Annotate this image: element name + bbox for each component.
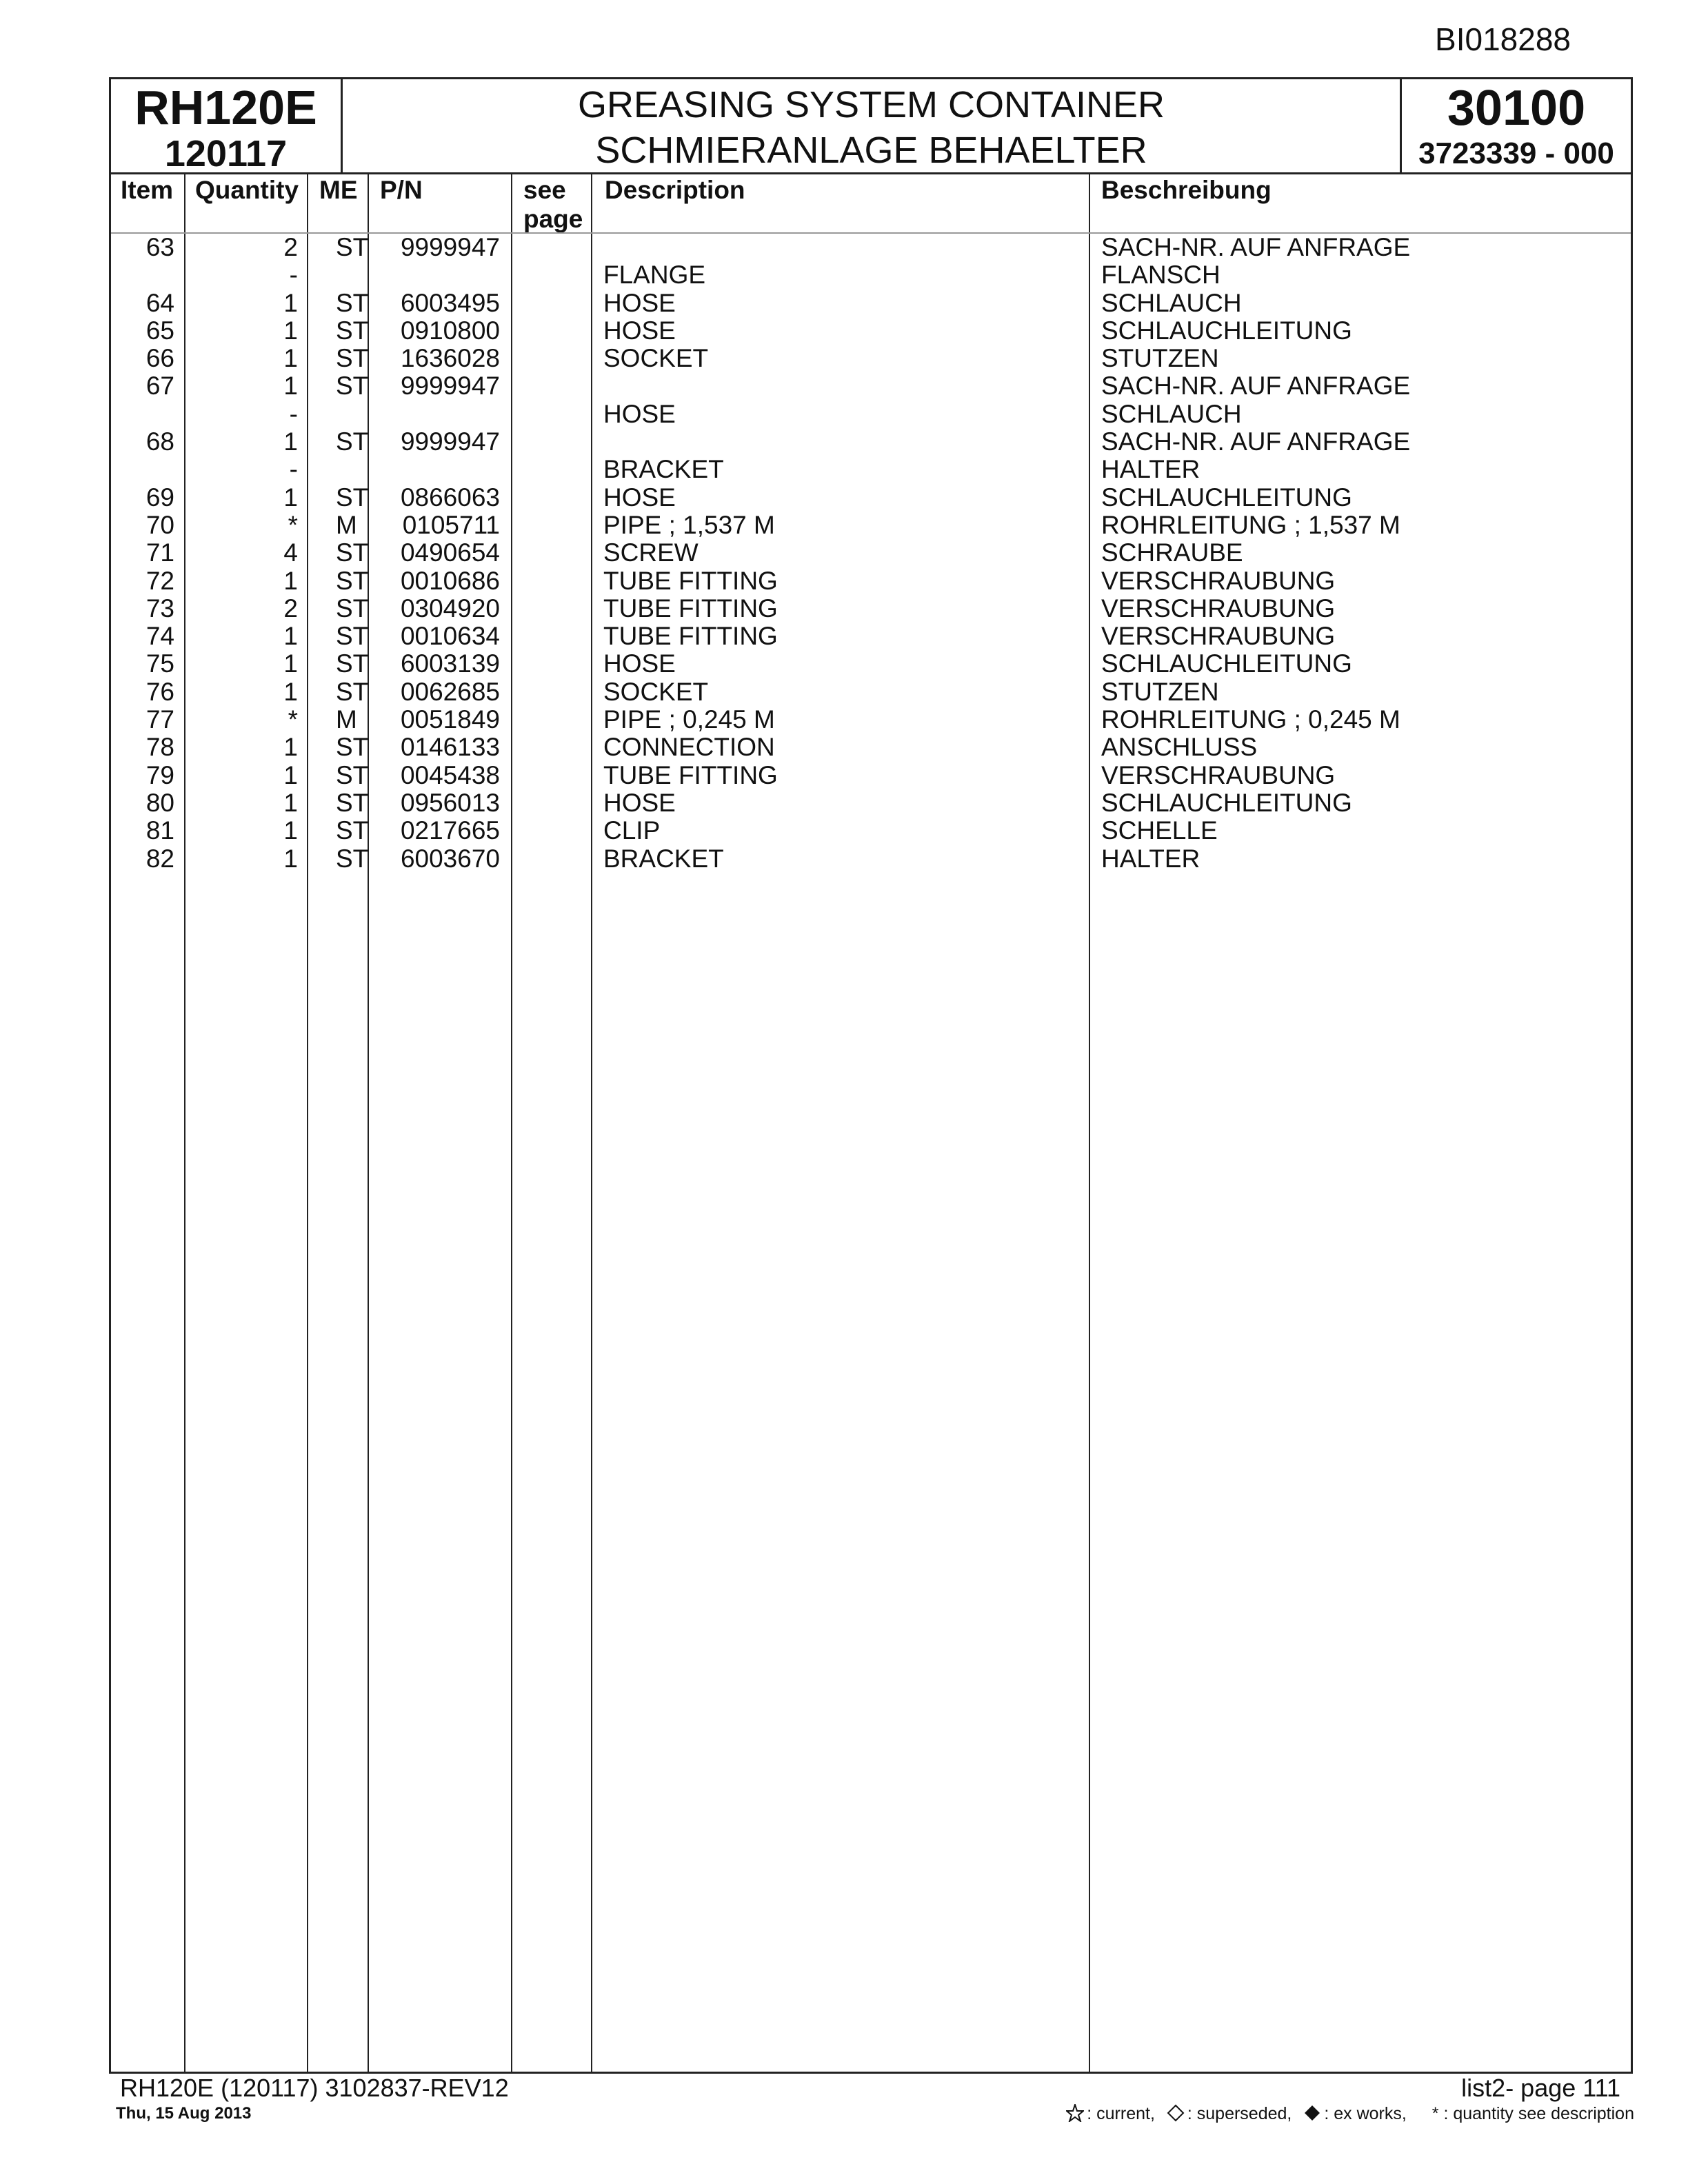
- cell-part-number: 0010686: [400, 566, 500, 595]
- column-header-quantity: Quantity: [195, 176, 299, 204]
- title-german: SCHMIERANLAGE BEHAELTER: [595, 130, 1147, 171]
- cell-me: ST: [336, 733, 369, 762]
- table-row: [111, 845, 1631, 873]
- cell-beschreibung: SACH-NR. AUF ANFRAGE: [1101, 233, 1411, 261]
- cell-description: PIPE ; 0,245 M: [603, 705, 775, 734]
- cell-beschreibung: ROHRLEITUNG ; 0,245 M: [1101, 705, 1400, 734]
- cell-item: 79: [145, 760, 174, 789]
- cell-description: SOCKET: [603, 344, 709, 373]
- cell-item: 70: [145, 510, 174, 539]
- table-row: [111, 401, 1631, 428]
- cell-quantity: 1: [283, 372, 298, 401]
- table-row: [111, 539, 1631, 567]
- cell-part-number: 0062685: [400, 677, 500, 706]
- cell-quantity: 1: [283, 733, 298, 762]
- column-header-item: Item: [121, 176, 174, 204]
- table-row: [111, 456, 1631, 483]
- cell-me: ST: [336, 483, 369, 512]
- column-header-me: ME: [319, 176, 358, 204]
- table-row: [111, 817, 1631, 845]
- cell-item: 65: [145, 316, 174, 345]
- group-code: 3723339 - 000: [1418, 136, 1614, 170]
- column-header-see-page: see page: [523, 176, 583, 233]
- cell-me: ST: [336, 760, 369, 789]
- cell-item: 81: [145, 816, 174, 845]
- cell-description: TUBE FITTING: [603, 760, 778, 789]
- cell-description: HOSE: [603, 649, 676, 678]
- cell-beschreibung: VERSCHRAUBUNG: [1101, 566, 1336, 595]
- cell-me: ST: [336, 427, 369, 456]
- cell-item: 68: [145, 427, 174, 456]
- cell-me: ST: [336, 566, 369, 595]
- cell-me: ST: [336, 649, 369, 678]
- cell-quantity: 4: [283, 538, 298, 567]
- cell-description: BRACKET: [603, 455, 724, 484]
- cell-beschreibung: STUTZEN: [1101, 677, 1219, 706]
- cell-part-number: 9999947: [400, 372, 500, 401]
- cell-part-number: 0956013: [400, 788, 500, 817]
- cell-description: TUBE FITTING: [603, 622, 778, 651]
- footer-date: Thu, 15 Aug 2013: [116, 2104, 252, 2123]
- cell-description: HOSE: [603, 483, 676, 512]
- cell-item: 72: [145, 566, 174, 595]
- cell-part-number: 0866063: [400, 483, 500, 512]
- cell-item: 80: [145, 788, 174, 817]
- group-box: [1400, 79, 1631, 172]
- column-header-beschreibung: Beschreibung: [1101, 176, 1272, 204]
- cell-item: 69: [145, 483, 174, 512]
- cell-me: ST: [336, 316, 369, 345]
- cell-beschreibung: SACH-NR. AUF ANFRAGE: [1101, 372, 1411, 401]
- cell-part-number: 0304920: [400, 594, 500, 623]
- table-row: [111, 678, 1631, 706]
- cell-quantity: 1: [283, 483, 298, 512]
- cell-beschreibung: SCHLAUCHLEITUNG: [1101, 316, 1352, 345]
- table-row: [111, 567, 1631, 595]
- cell-part-number: 6003495: [400, 288, 500, 317]
- document-id: BI018288: [1435, 21, 1571, 57]
- legend-current: : current,: [1087, 2104, 1155, 2123]
- cell-beschreibung: VERSCHRAUBUNG: [1101, 622, 1336, 651]
- cell-part-number: 0045438: [400, 760, 500, 789]
- cell-me: ST: [336, 344, 369, 373]
- cell-me: ST: [336, 372, 369, 401]
- cell-description: HOSE: [603, 288, 676, 317]
- table-row: [111, 706, 1631, 734]
- table-row: [111, 650, 1631, 678]
- model-name: RH120E: [134, 81, 317, 134]
- cell-me: ST: [336, 538, 369, 567]
- cell-item: 71: [145, 538, 174, 567]
- legend-quantity-note: * : quantity see description: [1431, 2104, 1634, 2123]
- table-row: [111, 734, 1631, 761]
- footer-document-reference: RH120E (120117) 3102837-REV12: [120, 2074, 509, 2102]
- table-row: [111, 595, 1631, 623]
- cell-me: ST: [336, 233, 369, 261]
- cell-quantity: 1: [283, 844, 298, 873]
- cell-description: CONNECTION: [603, 733, 775, 762]
- cell-quantity: 1: [283, 566, 298, 595]
- diamond-outline-icon: [1167, 2104, 1185, 2122]
- cell-quantity: 2: [283, 233, 298, 261]
- cell-me: M: [336, 705, 357, 734]
- cell-beschreibung: SCHLAUCHLEITUNG: [1101, 649, 1352, 678]
- cell-beschreibung: SCHRAUBE: [1101, 538, 1243, 567]
- cell-part-number: 0010634: [400, 622, 500, 651]
- cell-beschreibung: VERSCHRAUBUNG: [1101, 594, 1336, 623]
- cell-beschreibung: SACH-NR. AUF ANFRAGE: [1101, 427, 1411, 456]
- cell-quantity: 1: [283, 760, 298, 789]
- parts-list-frame: [109, 77, 1633, 2074]
- cell-quantity: 1: [283, 288, 298, 317]
- cell-quantity: *: [288, 705, 298, 734]
- cell-quantity: 1: [283, 788, 298, 817]
- title-english: GREASING SYSTEM CONTAINER: [577, 84, 1165, 125]
- cell-item: 66: [145, 344, 174, 373]
- table-row: [111, 789, 1631, 817]
- cell-beschreibung: FLANSCH: [1101, 261, 1220, 290]
- cell-quantity: 1: [283, 649, 298, 678]
- cell-quantity: 1: [283, 816, 298, 845]
- cell-quantity: *: [288, 510, 298, 539]
- cell-item: 77: [145, 705, 174, 734]
- cell-beschreibung: SCHLAUCHLEITUNG: [1101, 788, 1352, 817]
- cell-beschreibung: STUTZEN: [1101, 344, 1219, 373]
- cell-part-number: 0105711: [402, 510, 500, 539]
- cell-part-number: 6003139: [400, 649, 500, 678]
- cell-beschreibung: VERSCHRAUBUNG: [1101, 760, 1336, 789]
- table-row: [111, 290, 1631, 317]
- cell-part-number: 0051849: [400, 705, 500, 734]
- cell-part-number: 0146133: [400, 733, 500, 762]
- cell-part-number: 0490654: [400, 538, 500, 567]
- title-box: [343, 79, 1400, 172]
- cell-quantity: 1: [283, 344, 298, 373]
- cell-beschreibung: SCHLAUCH: [1101, 399, 1242, 428]
- table-row: [111, 317, 1631, 345]
- group-number: 30100: [1447, 81, 1586, 136]
- cell-beschreibung: HALTER: [1101, 455, 1200, 484]
- page-header: [111, 79, 1631, 174]
- cell-description: HOSE: [603, 399, 676, 428]
- cell-description: HOSE: [603, 788, 676, 817]
- cell-item: 82: [145, 844, 174, 873]
- cell-me: ST: [336, 788, 369, 817]
- cell-description: CLIP: [603, 816, 661, 845]
- cell-me: ST: [336, 816, 369, 845]
- cell-item: 73: [145, 594, 174, 623]
- cell-beschreibung: SCHLAUCHLEITUNG: [1101, 483, 1352, 512]
- cell-item: 67: [145, 372, 174, 401]
- cell-quantity: 1: [283, 622, 298, 651]
- cell-description: BRACKET: [603, 844, 724, 873]
- cell-beschreibung: ROHRLEITUNG ; 1,537 M: [1101, 510, 1400, 539]
- table-row: [111, 512, 1631, 539]
- cell-description: SOCKET: [603, 677, 709, 706]
- cell-quantity: 1: [283, 427, 298, 456]
- cell-item: 63: [145, 233, 174, 261]
- cell-description: HOSE: [603, 316, 676, 345]
- table-row: [111, 372, 1631, 400]
- cell-beschreibung: HALTER: [1101, 844, 1200, 873]
- cell-me: ST: [336, 677, 369, 706]
- cell-part-number: 0910800: [400, 316, 500, 345]
- cell-part-number: 9999947: [400, 427, 500, 456]
- table-row: [111, 484, 1631, 512]
- cell-part-number: 1636028: [400, 344, 500, 373]
- diamond-filled-icon: [1303, 2104, 1321, 2122]
- column-header-description: Description: [605, 176, 745, 204]
- table-row: [111, 762, 1631, 789]
- cell-item: 64: [145, 288, 174, 317]
- footer-legend: [1059, 2104, 1634, 2124]
- star-outline-icon: [1066, 2104, 1084, 2122]
- table-row: [111, 428, 1631, 456]
- cell-item: 78: [145, 733, 174, 762]
- model-box: [111, 79, 343, 172]
- cell-quantity: 2: [283, 594, 298, 623]
- cell-description: FLANGE: [603, 261, 706, 290]
- cell-quantity: 1: [283, 316, 298, 345]
- cell-beschreibung: ANSCHLUSS: [1101, 733, 1258, 762]
- table-row: [111, 261, 1631, 289]
- parts-table-body: [111, 234, 1631, 873]
- cell-part-number: 6003670: [400, 844, 500, 873]
- cell-part-number: 9999947: [400, 233, 500, 261]
- legend-ex-works: : ex works,: [1324, 2104, 1407, 2123]
- cell-item: 76: [145, 677, 174, 706]
- cell-part-number: 0217665: [400, 816, 500, 845]
- cell-beschreibung: SCHLAUCH: [1101, 288, 1242, 317]
- legend-superseded: : superseded,: [1187, 2104, 1292, 2123]
- cell-beschreibung: SCHELLE: [1101, 816, 1218, 845]
- cell-quantity: -: [289, 261, 298, 290]
- cell-item: 74: [145, 622, 174, 651]
- cell-item: 75: [145, 649, 174, 678]
- cell-me: ST: [336, 844, 369, 873]
- table-row: [111, 623, 1631, 650]
- cell-description: TUBE FITTING: [603, 594, 778, 623]
- cell-me: ST: [336, 594, 369, 623]
- model-code: 120117: [164, 133, 288, 174]
- cell-me: ST: [336, 288, 369, 317]
- cell-me: M: [336, 510, 357, 539]
- cell-description: SCREW: [603, 538, 699, 567]
- table-row: [111, 345, 1631, 372]
- cell-quantity: -: [289, 399, 298, 428]
- cell-quantity: -: [289, 455, 298, 484]
- cell-me: ST: [336, 622, 369, 651]
- cell-quantity: 1: [283, 677, 298, 706]
- cell-description: PIPE ; 1,537 M: [603, 510, 775, 539]
- column-header-pn: P/N: [380, 176, 423, 204]
- footer-page-number: list2- page 111: [1461, 2074, 1620, 2102]
- table-row: [111, 234, 1631, 261]
- cell-description: TUBE FITTING: [603, 566, 778, 595]
